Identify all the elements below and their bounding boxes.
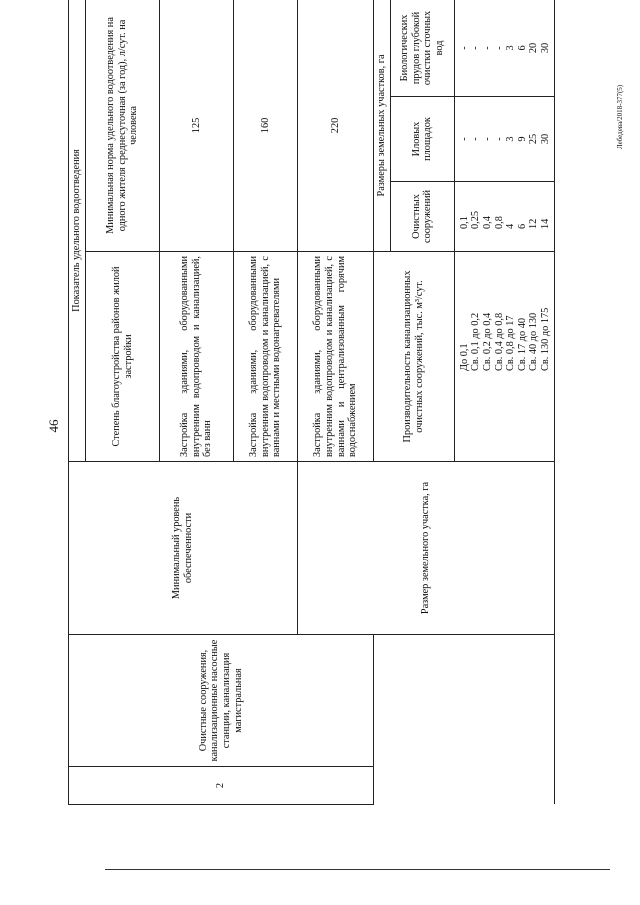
norms-table [68, 0, 555, 805]
blank-cell [374, 635, 555, 805]
treatment-value: 0,25 [470, 210, 482, 229]
capacity-row: Св. 17 до 40 [516, 317, 528, 371]
capacity-row: Св. 0,1 до 0,2 [470, 312, 482, 371]
capacity-row: До 0,1 [458, 343, 470, 371]
ponds-value: - [481, 46, 493, 50]
capacity-row: Св. 130 до 175 [540, 307, 551, 371]
norm-desc-1: Застройка зданиями, оборудованными внутренним водопроводом и канализацией, без ванн [160, 252, 234, 462]
sludge-value: 25 [528, 133, 540, 145]
document-code: Лебедева/2018-377(5) [616, 84, 625, 150]
capacity-row: Св. 40 до 130 [528, 312, 540, 371]
ponds-value: 3 [505, 45, 517, 51]
norm-value-1: 125 [160, 0, 234, 252]
sludge-value: 3 [505, 136, 517, 142]
norm-value-2: 160 [234, 0, 298, 252]
ponds-value: - [493, 46, 505, 50]
rotated-table-sheet [68, 0, 551, 805]
capacity-row: Св. 0,8 до 17 [505, 315, 517, 371]
row-number: 2 [69, 767, 374, 805]
norm-value-3: 220 [298, 0, 374, 252]
treatment-value: 0,4 [481, 216, 493, 229]
land-size-label: Размер земельного участка, га [298, 462, 555, 635]
page-number: 46 [46, 419, 61, 433]
treatment-value: 4 [505, 223, 517, 229]
sludge-value: - [493, 137, 505, 141]
sludge-value: - [481, 137, 493, 141]
indicator-header: Показатель удельного водоотведения [69, 0, 86, 462]
ponds-value: 20 [528, 42, 540, 54]
land-sizes-header: Размеры земельных участков, га [374, 0, 391, 252]
capacity-list [454, 252, 554, 462]
degree-header: Степень благоустройства районов жилой застройки [86, 252, 160, 462]
footer-rule [105, 869, 610, 870]
col-treatment-header: Очистных сооружений [390, 182, 454, 252]
col-ponds-header: Биологических прудов глубокой очистки сточных вод [390, 0, 454, 97]
sludge-value: 9 [516, 136, 528, 142]
col-sludge-header: Иловых площадок [390, 97, 454, 182]
norm-header: Минимальная норма удельного водоотведения на одного жителя среднесуточная (за год), л/сут. на человека [86, 0, 160, 252]
treatment-value: 14 [540, 218, 551, 229]
treatment-value: 0,1 [458, 216, 470, 229]
sludge-value: - [470, 137, 482, 141]
min-level-label: Минимальный уровень обеспеченности [69, 462, 298, 635]
capacity-row: Св. 0,4 до 0,8 [493, 312, 505, 371]
ponds-value: - [458, 46, 470, 50]
treatment-values [454, 182, 554, 252]
ponds-values [454, 0, 554, 97]
treatment-value: 12 [528, 218, 540, 229]
treatment-value: 0,8 [493, 216, 505, 229]
treatment-value: 6 [516, 223, 528, 229]
capacity-header: Производительность канализационных очистных сооружений, тыс. м³/сут. [374, 252, 455, 462]
ponds-value: 6 [516, 45, 528, 51]
ponds-value: - [470, 46, 482, 50]
capacity-row: Св. 0,2 до 0,4 [481, 312, 493, 371]
sludge-value: - [458, 137, 470, 141]
object-name: Очистные сооружения, канализационные насосные станции, канализация магистральная [69, 635, 374, 767]
sludge-value: 30 [540, 133, 551, 145]
ponds-value: 30 [540, 42, 551, 54]
norm-desc-3: Застройка зданиями, оборудованными внутренним водопроводом и канализацией, с ваннами и централизованным горячим водоснабжением [298, 252, 374, 462]
sludge-values [454, 97, 554, 182]
norm-desc-2: Застройка зданиями, оборудованными внутренним водопроводом и канализацией, с ваннами и местными водонагревателями [234, 252, 298, 462]
